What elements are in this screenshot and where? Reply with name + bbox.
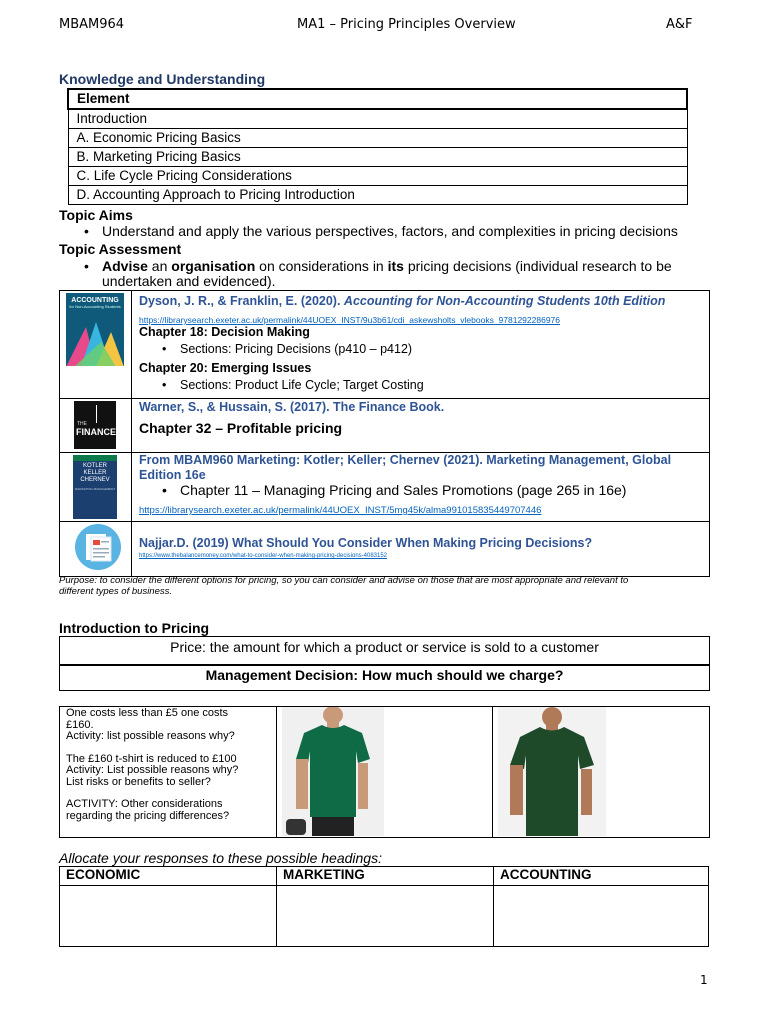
allocate-table — [59, 866, 709, 947]
book-cover-finance: THE FINANCE — [74, 401, 116, 449]
element-row: A. Economic Pricing Basics — [68, 129, 687, 148]
element-table — [67, 88, 688, 205]
price-definition: Price: the amount for which a product or service is sold to a customer — [170, 639, 599, 655]
element-header: Element — [68, 89, 687, 109]
bullet-icon: • — [162, 482, 167, 498]
resource-1-link[interactable]: https://librarysearch.exeter.ac.uk/permalink/44UOEX_INST/9u3b61/cdi_askewsholts_vlebooks_9781292286976 — [139, 315, 560, 325]
book-cover-kotler: KOTLER KELLER CHERNEV MARKETING MANAGEMENT — [73, 455, 117, 519]
article-icon — [74, 523, 122, 571]
resource-2-chapter: Chapter 32 – Profitable pricing — [139, 420, 343, 436]
resource-1-chapter-18: Chapter 18: Decision Making — [139, 325, 310, 339]
aims-heading: Topic Aims — [59, 207, 133, 223]
heading-marketing: MARKETING — [277, 867, 494, 886]
bullet-icon: • — [162, 342, 167, 356]
element-row: C. Life Cycle Pricing Considerations — [68, 167, 687, 186]
accounting-response-cell[interactable] — [494, 886, 709, 947]
resource-2-citation: Warner, S., & Hussain, S. (2017). The Finance Book. — [139, 400, 445, 414]
resource-3-link[interactable]: https://librarysearch.exeter.ac.uk/permalink/44UOEX_INST/5mg45k/alma991015835449707446 — [139, 505, 542, 516]
doc-header-right: A&F — [666, 17, 693, 32]
resource-3-chapter: • Chapter 11 – Managing Pricing and Sales Promotions (page 265 in 16e) — [162, 482, 627, 498]
heading-accounting: ACCOUNTING — [494, 867, 709, 886]
heading-economic: ECONOMIC — [60, 867, 277, 886]
intro-heading: Introduction to Pricing — [59, 620, 210, 636]
doc-code: MBAM964 — [59, 17, 125, 32]
resource-1-chapter-20: Chapter 20: Emerging Issues — [139, 361, 312, 375]
resource-4-citation: Najjar.D. (2019) What Should You Consider When Making Pricing Decisions? — [139, 536, 593, 550]
activity-text: One costs less than £5 one costs £160. Activity: list possible reasons why? The £160 t-shirt is reduced to £100 Activity: List possible reasons why? List risks or benefits to seller? ACTIVITY: Other considerations regarding the pricing differences? — [66, 707, 239, 822]
element-row: Introduction — [68, 109, 687, 129]
allocate-heading: Allocate your responses to these possible headings: — [59, 850, 382, 866]
economic-response-cell[interactable] — [60, 886, 277, 947]
price-definition-box — [59, 636, 710, 666]
resource-3-citation: From MBAM960 Marketing: Kotler; Keller; Chernev (2021). Marketing Management, Global Edition 16e — [139, 453, 672, 482]
resource-4-link[interactable]: https://www.thebalancemoney.com/what-to-consider-when-making-pricing-decisions-4083152 — [139, 553, 388, 559]
doc-title: MA1 – Pricing Principles Overview — [297, 17, 516, 32]
resource-1-citation: Dyson, J. R., & Franklin, E. (2020). Accounting for Non-Accounting Students 10th Edition — [139, 294, 666, 308]
resource-1-chapter-20-sections: • Sections: Product Life Cycle; Target Costing — [162, 378, 424, 392]
element-row: B. Marketing Pricing Basics — [68, 148, 687, 167]
activity-table — [59, 706, 710, 838]
assessment-heading: Topic Assessment — [59, 241, 182, 257]
assessment-bullet: • Advise an organisation on considerations in its pricing decisions (individual research to be undertaken and evidenced). — [84, 258, 672, 289]
resources-table — [59, 290, 710, 577]
bullet-icon: • — [162, 378, 167, 392]
element-row: D. Accounting Approach to Pricing Introduction — [68, 186, 687, 205]
knowledge-heading: Knowledge and Understanding — [59, 71, 266, 87]
aims-bullet: • Understand and apply the various perspectives, factors, and complexities in pricing decisions — [84, 223, 678, 239]
resource-1-chapter-18-sections: • Sections: Pricing Decisions (p410 – p412) — [162, 342, 413, 356]
management-decision: Management Decision: How much should we charge? — [205, 667, 564, 683]
tshirt-image-cheap — [498, 707, 606, 836]
decision-box — [59, 664, 710, 691]
bullet-icon: • — [84, 258, 89, 274]
book-cover-accounting: ACCOUNTING for Non-Accounting Students — [66, 293, 124, 366]
bullet-icon: • — [84, 223, 89, 239]
tshirt-image-expensive — [282, 707, 384, 836]
purpose-note: Purpose: to consider the different options for pricing, so you can consider and advise on those that are most appropriate and relevant to different types of business. — [59, 575, 629, 597]
page-number: 1 — [700, 973, 708, 987]
marketing-response-cell[interactable] — [277, 886, 494, 947]
